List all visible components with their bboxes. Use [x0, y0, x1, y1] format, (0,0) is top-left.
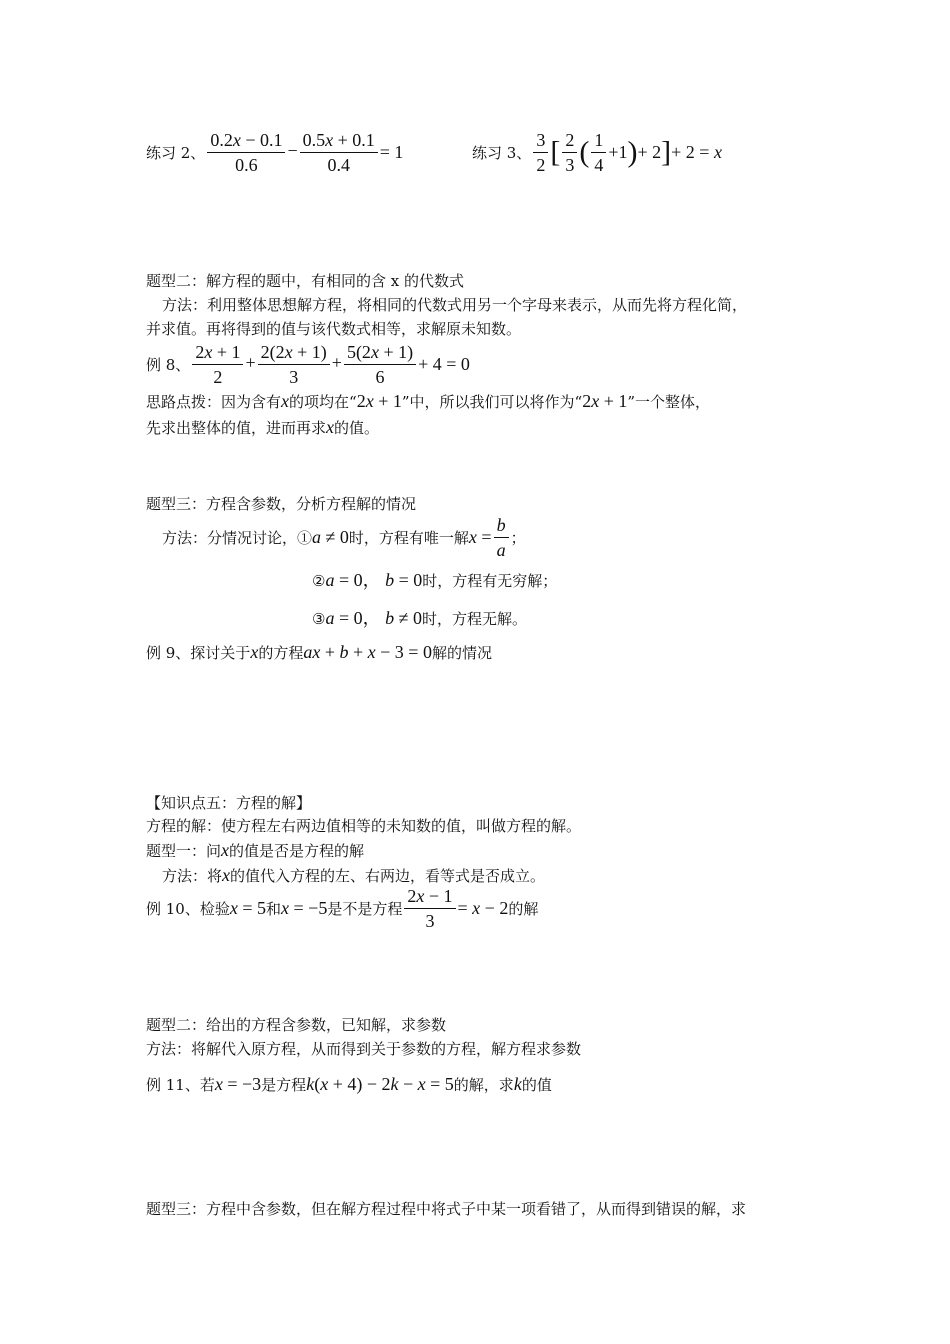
exercise-2-label: 练习 2、 [146, 144, 206, 162]
fraction: $\frac{2x + 1}{2}$ [192, 340, 243, 389]
kp5-type2-title: 题型二：给出的方程含参数，已知解，求参数 [146, 1016, 447, 1034]
type2-method-line2: 并求值。再将得到的值与该代数式相等，求解原未知数。 [146, 320, 522, 338]
hint-line2: 先求出整体的值，进而再求x的值。 [146, 417, 380, 437]
fraction: $\frac{1}{4}$ [591, 128, 606, 177]
kp5-type3-title: 题型三：方程中含参数，但在解方程过程中将式子中某一项看错了，从而得到错误的解，求 [146, 1200, 747, 1218]
fraction: $\frac{3}{2}$ [533, 128, 548, 177]
example-8-label: 例 8、 [146, 356, 191, 374]
hint-line1: 思路点拨：因为含有x的项均在“2x + 1”中，所以我们可以将作为“2x + 1”一个整体， [146, 391, 711, 411]
fraction: $\frac{b}{a}$ [494, 513, 509, 562]
type2-method-line1: 方法：利用整体思想解方程，将相同的代数式用另一个字母来表示，从而先将方程化简， [162, 296, 748, 314]
type3-method: 方法：分情况讨论，①a ≠ 0时，方程有唯一解x = $\frac{b}{a}$ ； [162, 515, 526, 560]
fraction: $\frac{2}{3}$ [562, 128, 577, 177]
fraction: $\frac{5(2x + 1)}{6}$ [344, 340, 416, 389]
kp5-title: 【知识点五：方程的解】 [146, 794, 312, 812]
example-11: 例 11、若x = −3是方程k(x + 4) − 2k − x = 5的解，求k的值 [146, 1074, 552, 1094]
kp5-definition: 方程的解：使方程左右两边值相等的未知数的值，叫做方程的解。 [146, 817, 582, 835]
example-10: 例 10、检验x = 5和x = −5是不是方程 $\frac{2x - 1}{3}$ = x − 2的解 [146, 886, 539, 931]
exercise-3: 练习 3、 $\frac{3}{2}$ [ $\frac{2}{3}$ ( $\frac{1}{4}$ +1)+ 2]+ 2 = x [472, 130, 722, 175]
type3-case3: ③a = 0， b ≠ 0时，方程无解。 [312, 608, 528, 628]
kp5-method1: 方法：将x的值代入方程的左、右两边，看等式是否成立。 [162, 865, 546, 885]
fraction: $\frac{2(2x + 1)}{3}$ [258, 340, 330, 389]
exercise-3-label: 练习 3、 [472, 144, 532, 162]
exercise-2: 练习 2、 $\frac{0.2x - 0.1}{0.6}$ − $\frac{0.5x + 0.1}{0.4}$ = 1 [146, 130, 404, 175]
type2-title: 题型二：解方程的题中，有相同的含 x 的代数式 [146, 272, 464, 290]
fraction: $\frac{0.2x - 0.1}{0.6}$ [207, 128, 285, 177]
example-9: 例 9、探讨关于x的方程ax + b + x − 3 = 0解的情况 [146, 642, 492, 662]
type3-case2: ②a = 0， b = 0时，方程有无穷解； [312, 570, 558, 590]
kp5-type2-method: 方法：将解代入原方程，从而得到关于参数的方程，解方程求参数 [146, 1040, 582, 1058]
type3-title: 题型三：方程含参数，分析方程解的情况 [146, 495, 417, 513]
fraction: $\frac{2x - 1}{3}$ [404, 884, 455, 933]
fraction: $\frac{0.5x + 0.1}{0.4}$ [300, 128, 378, 177]
example-8: 例 8、 $\frac{2x + 1}{2}$ + $\frac{2(2x + 1)}{3}$ + $\frac{5(2x + 1)}{6}$ + 4 = 0 [146, 342, 470, 387]
kp5-type1: 题型一：问x的值是否是方程的解 [146, 840, 365, 860]
